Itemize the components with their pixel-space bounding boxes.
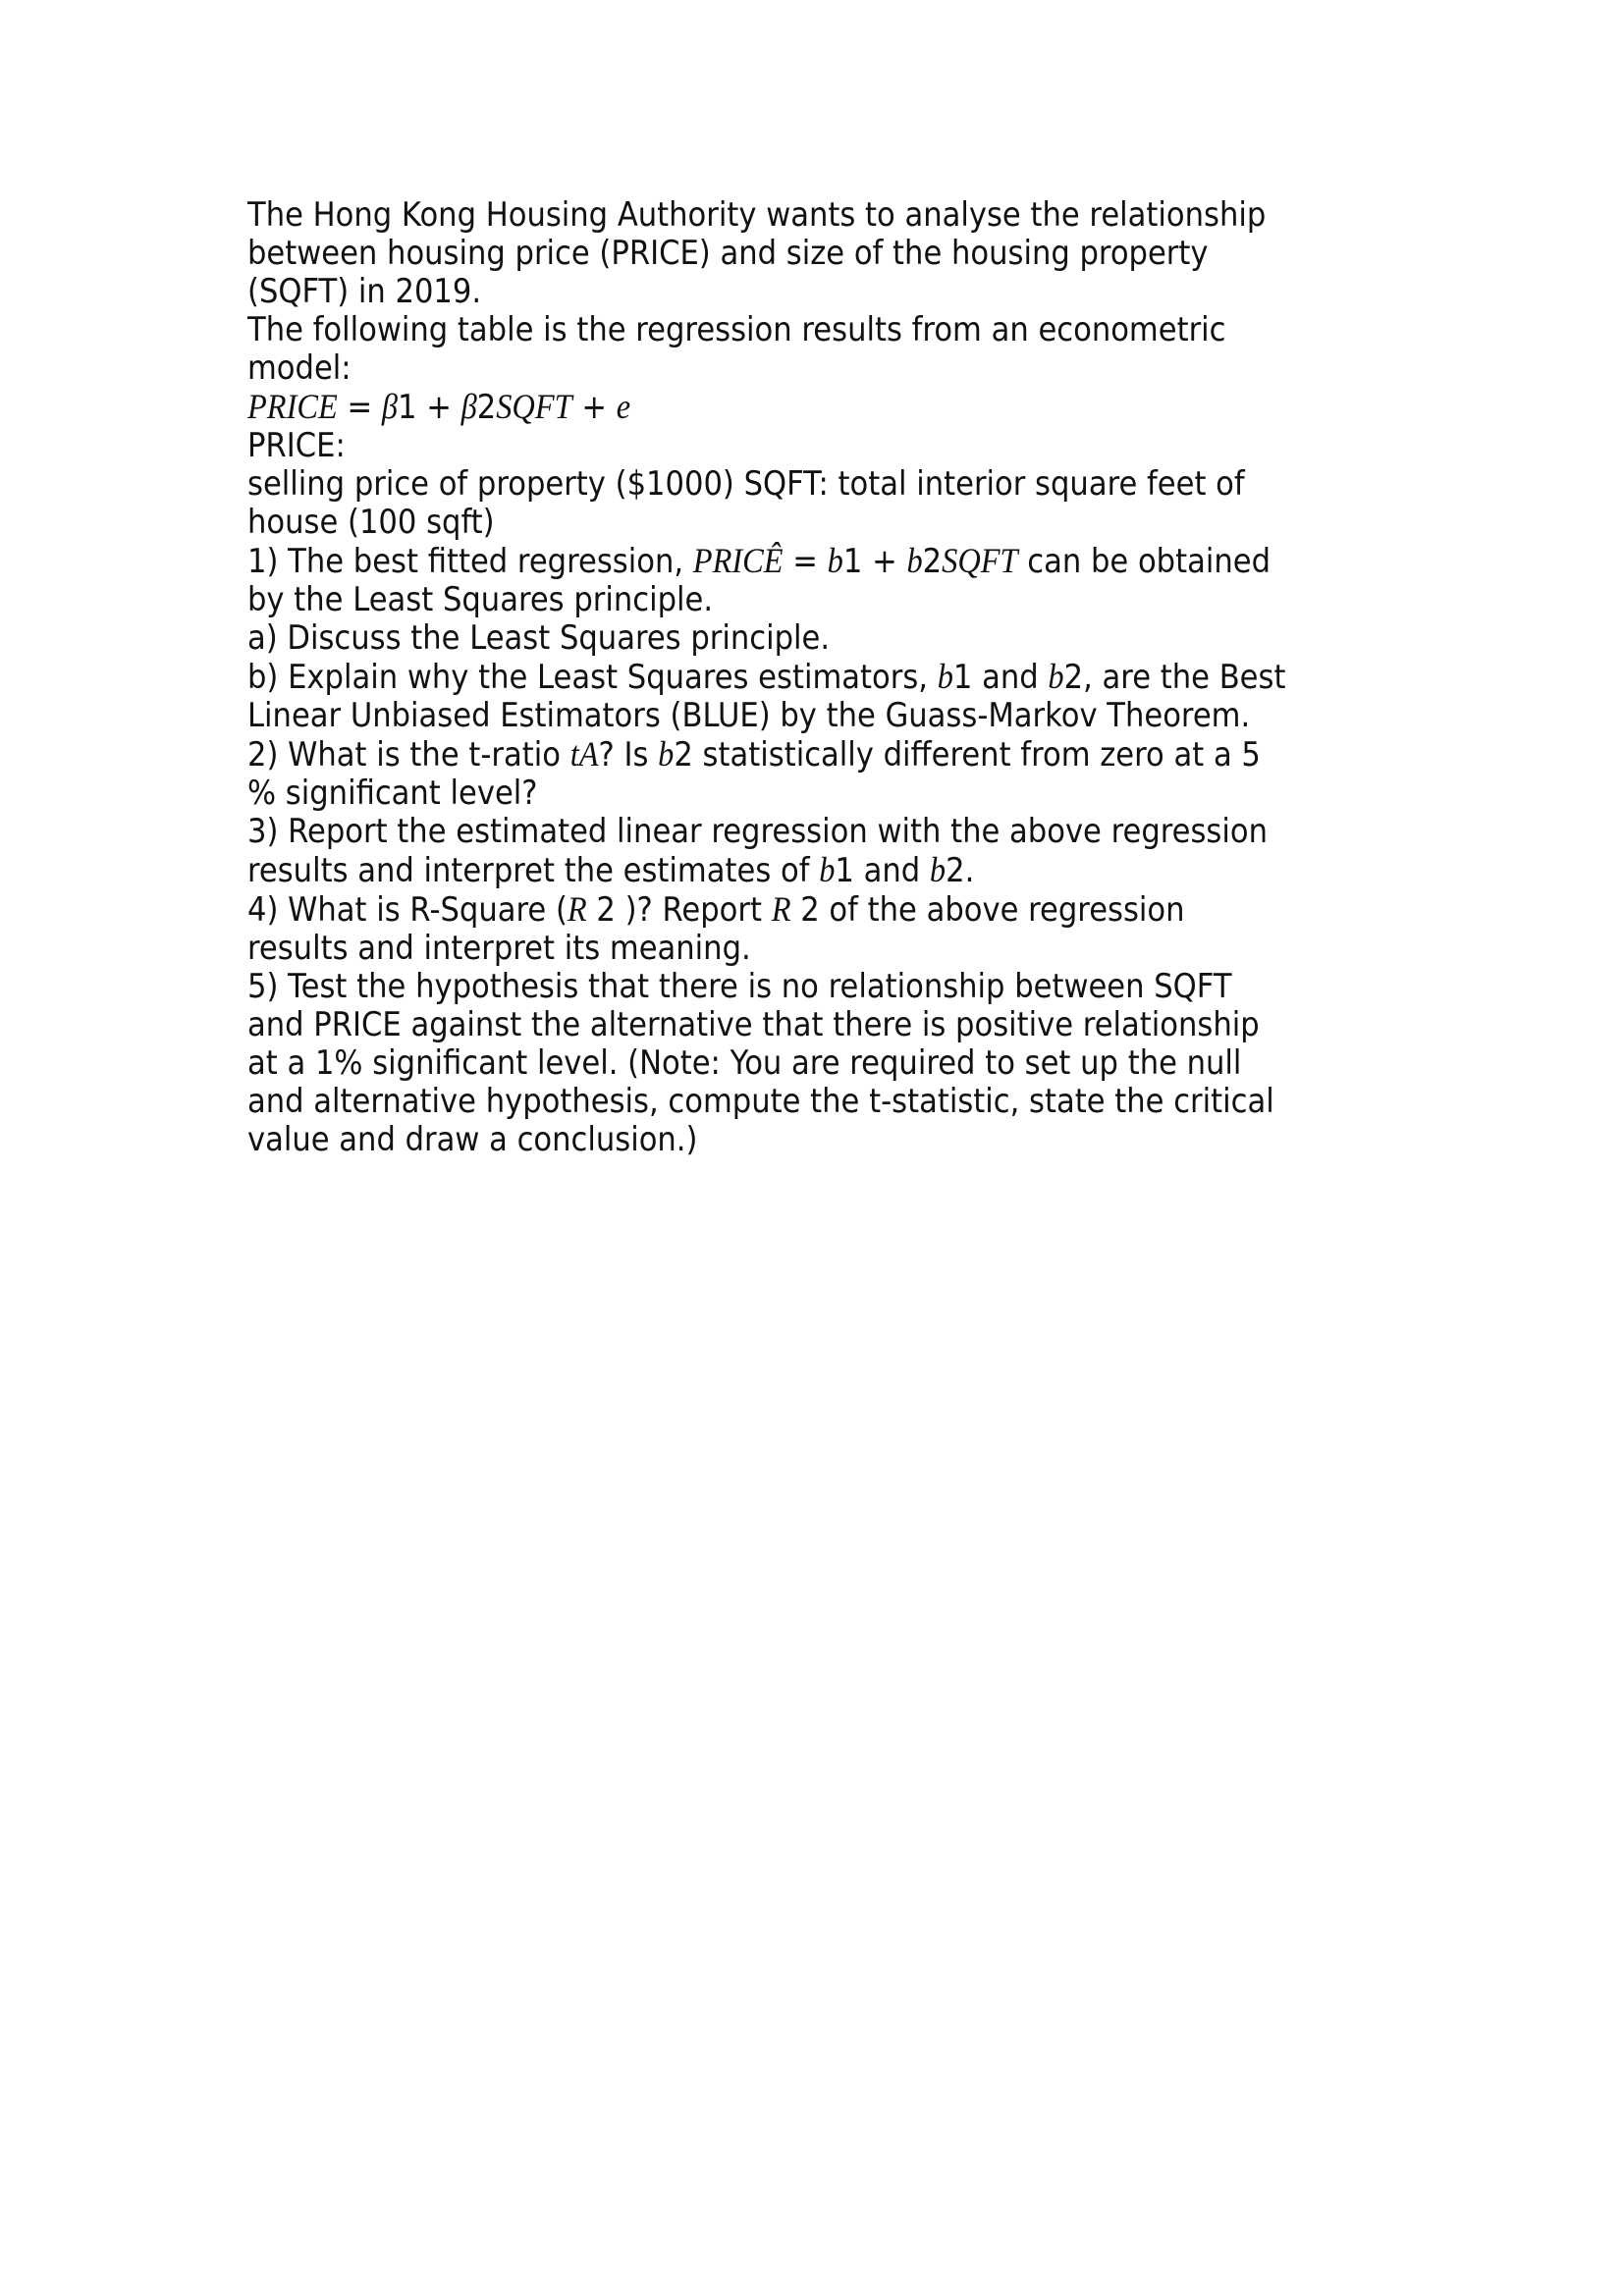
eq-term: e bbox=[616, 387, 631, 426]
eq-term: β bbox=[460, 387, 477, 426]
question-4 bbox=[247, 890, 1396, 930]
text: 1) The best fitted regression, bbox=[247, 542, 693, 581]
math: b bbox=[1048, 657, 1064, 696]
definition-line: PRICE: bbox=[247, 426, 346, 465]
text: 2, are the Best bbox=[1063, 658, 1286, 697]
question-1a: a) Discuss the Least Squares principle. bbox=[247, 618, 831, 658]
question-5: and alternative hypothesis, compute the t-statistic, state the critical bbox=[247, 1082, 1274, 1121]
text: 2 bbox=[922, 542, 943, 581]
text: 2. bbox=[946, 851, 975, 890]
eq-term: SQFT bbox=[496, 387, 572, 426]
math: b bbox=[658, 734, 675, 774]
math: b bbox=[906, 541, 923, 580]
question-1 bbox=[247, 542, 1396, 581]
intro-line: between housing price (PRICE) and size of the housing property bbox=[247, 234, 1209, 273]
question-2 bbox=[247, 735, 1396, 774]
eq-term: + bbox=[571, 388, 617, 427]
text: 1 + bbox=[842, 542, 907, 581]
question-3-cont bbox=[247, 851, 1396, 890]
text: 2 of the above regression bbox=[790, 890, 1185, 930]
text: = bbox=[783, 542, 828, 581]
math: SQFT bbox=[942, 541, 1018, 580]
text: can be obtained bbox=[1017, 542, 1271, 581]
text: 1 and bbox=[835, 851, 930, 890]
math: R bbox=[567, 889, 587, 929]
question-5: value and draw a conclusion.) bbox=[247, 1120, 698, 1159]
intro-line: (SQFT) in 2019. bbox=[247, 272, 482, 311]
definition-line: selling price of property ($1000) SQFT: total interior square feet of bbox=[247, 464, 1245, 504]
text: ? Is bbox=[598, 735, 659, 774]
question-4-cont: results and interpret its meaning. bbox=[247, 929, 751, 968]
eq-term: = bbox=[337, 388, 382, 427]
text: 1 and bbox=[952, 658, 1049, 697]
intro-line: The following table is the regression results from an econometric bbox=[247, 310, 1226, 349]
math: tA bbox=[569, 734, 599, 774]
question-1b bbox=[247, 658, 1396, 697]
question-5: at a 1% significant level. (Note: You are required to set up the null bbox=[247, 1043, 1242, 1083]
math: b bbox=[937, 657, 953, 696]
text: b) Explain why the Least Squares estimators, bbox=[247, 658, 938, 697]
text: 2 )? Report bbox=[586, 890, 772, 930]
question-1-cont: by the Least Squares principle. bbox=[247, 580, 714, 619]
text: 4) What is R-Square ( bbox=[247, 890, 568, 930]
math: b bbox=[819, 850, 836, 889]
math: b bbox=[827, 541, 843, 580]
text: 2 statistically different from zero at a 5 bbox=[674, 735, 1261, 774]
question-1b-cont: Linear Unbiased Estimators (BLUE) by the Guass-Markov Theorem. bbox=[247, 696, 1251, 735]
question-5: 5) Test the hypothesis that there is no relationship between SQFT bbox=[247, 967, 1232, 1006]
eq-term: β bbox=[381, 387, 399, 426]
question-3: 3) Report the estimated linear regression with the above regression bbox=[247, 812, 1269, 851]
intro-line: model: bbox=[247, 348, 352, 388]
question-5: and PRICE against the alternative that there is positive relationship bbox=[247, 1005, 1260, 1044]
question-document bbox=[247, 196, 1396, 1159]
intro-line: The Hong Kong Housing Authority wants to analyse the relationship bbox=[247, 195, 1267, 235]
math: R bbox=[771, 889, 791, 929]
eq-term: 1 + bbox=[398, 388, 461, 427]
eq-term: 2 bbox=[476, 388, 497, 427]
model-equation bbox=[247, 388, 1396, 427]
math: b bbox=[929, 850, 947, 889]
eq-term: PRICE bbox=[247, 387, 338, 426]
question-2-cont: % significant level? bbox=[247, 774, 538, 813]
text: 2) What is the t-ratio bbox=[247, 735, 570, 774]
definition-line: house (100 sqft) bbox=[247, 503, 495, 542]
text: results and interpret the estimates of bbox=[247, 851, 820, 890]
math: PRICÊ bbox=[692, 541, 784, 580]
